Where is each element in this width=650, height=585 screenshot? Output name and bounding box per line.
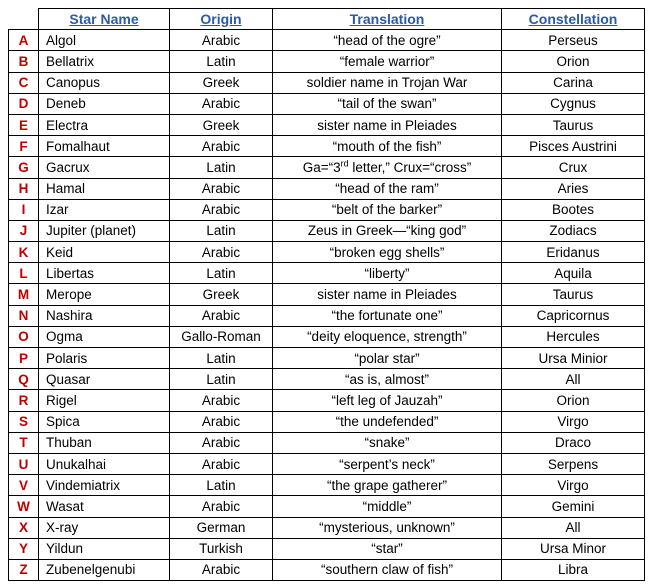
constellation-cell: Taurus [502, 114, 645, 135]
header-translation: Translation [273, 9, 502, 30]
row-letter: G [9, 157, 39, 178]
translation-cell: “head of the ram” [273, 178, 502, 199]
translation-cell: “the undefended” [273, 411, 502, 432]
row-letter: Q [9, 369, 39, 390]
constellation-cell: Virgo [502, 411, 645, 432]
translation-cell: “polar star” [273, 348, 502, 369]
table-row [9, 411, 645, 432]
star-name-cell: Zubenelgenubi [39, 559, 170, 580]
star-name-cell: Libertas [39, 263, 170, 284]
star-name-cell: Vindemiatrix [39, 475, 170, 496]
star-name-cell: Hamal [39, 178, 170, 199]
star-name-cell: Ogma [39, 326, 170, 347]
header-origin: Origin [170, 9, 273, 30]
star-name-cell: Yildun [39, 538, 170, 559]
star-name-cell: Spica [39, 411, 170, 432]
translation-cell: “head of the ogre” [273, 30, 502, 51]
star-name-cell: X-ray [39, 517, 170, 538]
origin-cell: Arabic [170, 496, 273, 517]
origin-cell: Latin [170, 369, 273, 390]
origin-cell: Latin [170, 263, 273, 284]
table-row [9, 559, 645, 580]
translation-cell: “as is, almost” [273, 369, 502, 390]
header-row [9, 9, 645, 30]
row-letter: S [9, 411, 39, 432]
row-letter: J [9, 220, 39, 241]
translation-cell: “middle” [273, 496, 502, 517]
table-row [9, 114, 645, 135]
star-name-cell: Polaris [39, 348, 170, 369]
table-row [9, 178, 645, 199]
table-row [9, 51, 645, 72]
row-letter: X [9, 517, 39, 538]
constellation-cell: Crux [502, 157, 645, 178]
constellation-cell: Bootes [502, 199, 645, 220]
table-row [9, 93, 645, 114]
translation-cell: “broken egg shells” [273, 242, 502, 263]
translation-cell: “star” [273, 538, 502, 559]
origin-cell: Arabic [170, 136, 273, 157]
translation-cell: “deity eloquence, strength” [273, 326, 502, 347]
constellation-cell: Orion [502, 51, 645, 72]
origin-cell: Greek [170, 114, 273, 135]
translation-cell: sister name in Pleiades [273, 284, 502, 305]
table-row [9, 475, 645, 496]
table-row [9, 263, 645, 284]
table-row [9, 30, 645, 51]
table-row [9, 432, 645, 453]
translation-cell: Zeus in Greek—“king god” [273, 220, 502, 241]
origin-cell: Gallo-Roman [170, 326, 273, 347]
translation-text: Ga=“3 [302, 159, 341, 175]
origin-cell: Latin [170, 220, 273, 241]
constellation-cell: Serpens [502, 453, 645, 474]
constellation-cell: Ursa Minor [502, 538, 645, 559]
star-name-cell: Quasar [39, 369, 170, 390]
star-names-table [8, 8, 645, 581]
origin-cell: Arabic [170, 30, 273, 51]
row-letter: Z [9, 559, 39, 580]
origin-cell: Arabic [170, 432, 273, 453]
constellation-cell: Libra [502, 559, 645, 580]
row-letter: A [9, 30, 39, 51]
origin-cell: Greek [170, 284, 273, 305]
translation-cell: “the fortunate one” [273, 305, 502, 326]
row-letter: V [9, 475, 39, 496]
origin-cell: Turkish [170, 538, 273, 559]
table-row [9, 326, 645, 347]
table-body [9, 30, 645, 581]
row-letter: E [9, 114, 39, 135]
table-row [9, 220, 645, 241]
row-letter: P [9, 348, 39, 369]
header-constellation: Constellation [502, 9, 645, 30]
table-row [9, 305, 645, 326]
constellation-cell: Taurus [502, 284, 645, 305]
table-row [9, 72, 645, 93]
translation-cell: “southern claw of fish” [273, 559, 502, 580]
row-letter: U [9, 453, 39, 474]
star-name-cell: Izar [39, 199, 170, 220]
constellation-cell: Zodiacs [502, 220, 645, 241]
translation-cell: sister name in Pleiades [273, 114, 502, 135]
row-letter: N [9, 305, 39, 326]
translation-cell: “the grape gatherer” [273, 475, 502, 496]
constellation-cell: Ursa Minior [502, 348, 645, 369]
row-letter: T [9, 432, 39, 453]
origin-cell: Arabic [170, 93, 273, 114]
origin-cell: Arabic [170, 305, 273, 326]
star-names-sheet [8, 8, 644, 581]
origin-cell: Latin [170, 51, 273, 72]
origin-cell: Latin [170, 475, 273, 496]
constellation-cell: All [502, 517, 645, 538]
constellation-cell: All [502, 369, 645, 390]
origin-cell: Arabic [170, 390, 273, 411]
constellation-cell: Eridanus [502, 242, 645, 263]
translation-cell: “tail of the swan” [273, 93, 502, 114]
table-row [9, 284, 645, 305]
translation-text: letter,” Crux=“cross” [348, 159, 472, 175]
row-letter: I [9, 199, 39, 220]
constellation-cell: Draco [502, 432, 645, 453]
star-name-cell: Deneb [39, 93, 170, 114]
corner-cell [9, 9, 39, 30]
star-name-cell: Merope [39, 284, 170, 305]
constellation-cell: Cygnus [502, 93, 645, 114]
translation-cell [273, 157, 502, 178]
constellation-cell: Gemini [502, 496, 645, 517]
origin-cell: German [170, 517, 273, 538]
row-letter: O [9, 326, 39, 347]
table-row [9, 242, 645, 263]
translation-cell: “serpent’s neck” [273, 453, 502, 474]
ordinal-superscript: rd [340, 158, 349, 169]
row-letter: C [9, 72, 39, 93]
translation-cell: “liberty” [273, 263, 502, 284]
row-letter: F [9, 136, 39, 157]
star-name-cell: Gacrux [39, 157, 170, 178]
translation-cell: “left leg of Jauzah” [273, 390, 502, 411]
table-row [9, 348, 645, 369]
row-letter: D [9, 93, 39, 114]
header-star-name: Star Name [39, 9, 170, 30]
star-name-cell: Electra [39, 114, 170, 135]
star-name-cell: Algol [39, 30, 170, 51]
table-row [9, 136, 645, 157]
constellation-cell: Carina [502, 72, 645, 93]
origin-cell: Latin [170, 157, 273, 178]
star-name-cell: Thuban [39, 432, 170, 453]
star-name-cell: Bellatrix [39, 51, 170, 72]
star-name-cell: Wasat [39, 496, 170, 517]
table-row [9, 517, 645, 538]
row-letter: L [9, 263, 39, 284]
table-row [9, 369, 645, 390]
translation-cell: “belt of the barker” [273, 199, 502, 220]
star-name-cell: Jupiter (planet) [39, 220, 170, 241]
origin-cell: Greek [170, 72, 273, 93]
constellation-cell: Aquila [502, 263, 645, 284]
constellation-cell: Virgo [502, 475, 645, 496]
origin-cell: Arabic [170, 453, 273, 474]
star-name-cell: Nashira [39, 305, 170, 326]
row-letter: B [9, 51, 39, 72]
constellation-cell: Capricornus [502, 305, 645, 326]
row-letter: M [9, 284, 39, 305]
translation-cell: “mysterious, unknown” [273, 517, 502, 538]
star-name-cell: Unukalhai [39, 453, 170, 474]
table-row [9, 496, 645, 517]
row-letter: H [9, 178, 39, 199]
table-row [9, 199, 645, 220]
row-letter: R [9, 390, 39, 411]
row-letter: W [9, 496, 39, 517]
constellation-cell: Orion [502, 390, 645, 411]
origin-cell: Arabic [170, 242, 273, 263]
translation-cell: soldier name in Trojan War [273, 72, 502, 93]
origin-cell: Arabic [170, 178, 273, 199]
constellation-cell: Aries [502, 178, 645, 199]
origin-cell: Arabic [170, 559, 273, 580]
star-name-cell: Canopus [39, 72, 170, 93]
constellation-cell: Perseus [502, 30, 645, 51]
origin-cell: Arabic [170, 411, 273, 432]
origin-cell: Arabic [170, 199, 273, 220]
table-row [9, 390, 645, 411]
constellation-cell: Pisces Austrini [502, 136, 645, 157]
translation-cell: “female warrior” [273, 51, 502, 72]
table-row [9, 538, 645, 559]
origin-cell: Latin [170, 348, 273, 369]
star-name-cell: Keid [39, 242, 170, 263]
row-letter: Y [9, 538, 39, 559]
constellation-cell: Hercules [502, 326, 645, 347]
row-letter: K [9, 242, 39, 263]
star-name-cell: Rigel [39, 390, 170, 411]
translation-cell: “snake” [273, 432, 502, 453]
table-row [9, 453, 645, 474]
table-row [9, 157, 645, 178]
translation-cell: “mouth of the fish” [273, 136, 502, 157]
star-name-cell: Fomalhaut [39, 136, 170, 157]
